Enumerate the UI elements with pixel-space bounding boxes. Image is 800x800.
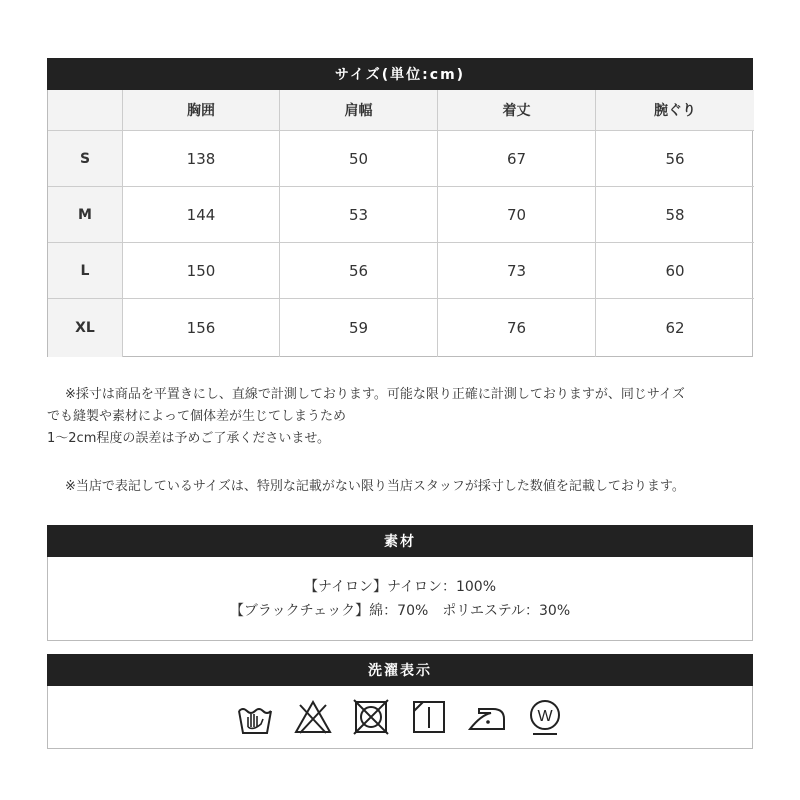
row-header-size: M	[48, 187, 123, 243]
column-header-chest: 胸囲	[123, 90, 280, 131]
column-header-length: 着丈	[438, 90, 596, 131]
size-table	[47, 90, 753, 357]
table-cell: 56	[596, 131, 754, 187]
table-cell: 58	[596, 187, 754, 243]
material-line: 【ナイロン】ナイロン：100%	[303, 578, 497, 595]
column-header-armhole: 腕ぐり	[596, 90, 754, 131]
care-section-title: 洗濯表示	[47, 654, 753, 686]
table-cell: 56	[280, 243, 438, 299]
low-iron-icon	[467, 697, 507, 737]
measurement-notes	[47, 384, 767, 450]
no-tumble-dry-icon	[351, 697, 391, 737]
note-line: でも縫製や素材によって個体差が生じてしまうため	[47, 409, 347, 424]
table-cell: 67	[438, 131, 596, 187]
row-header-size: L	[48, 243, 123, 299]
material-box	[47, 557, 753, 641]
size-section-title: サイズ(単位:cm)	[47, 58, 753, 90]
wet-clean-icon	[525, 697, 565, 737]
table-cell: 70	[438, 187, 596, 243]
care-symbols	[47, 686, 753, 749]
material-line: 【ブラックチェック】綿：70% ポリエステル：30%	[229, 602, 571, 619]
no-bleach-icon	[293, 697, 333, 737]
table-cell: 59	[280, 299, 438, 357]
table-corner-cell	[48, 90, 123, 131]
line-dry-shade-icon	[409, 697, 449, 737]
column-header-shoulder: 肩幅	[280, 90, 438, 131]
note-line: ※採寸は商品を平置きにし、直線で計測しております。可能な限り正確に計測しておりますが、同じサイズ	[65, 387, 685, 402]
hand-wash-icon	[235, 697, 275, 737]
table-cell: 144	[123, 187, 280, 243]
note-line: ※当店で表記しているサイズは、特別な記載がない限り当店スタッフが採寸した数値を記載しております。	[65, 479, 685, 494]
note-line: 1～2cm程度の誤差は予めご了承くださいませ。	[47, 431, 330, 446]
table-cell: 62	[665, 319, 685, 337]
row-header-size: S	[48, 131, 123, 187]
table-cell: 50	[280, 131, 438, 187]
row-header-size: XL	[48, 299, 123, 357]
table-cell: 60	[596, 243, 754, 299]
material-section-title: 素材	[47, 525, 753, 557]
table-cell: 150	[123, 243, 280, 299]
table-cell: 138	[123, 131, 280, 187]
table-cell: 53	[280, 187, 438, 243]
table-cell: 156	[123, 299, 280, 357]
table-cell: 76	[438, 299, 596, 357]
svg-text:W: W	[537, 708, 553, 725]
table-cell: 73	[438, 243, 596, 299]
